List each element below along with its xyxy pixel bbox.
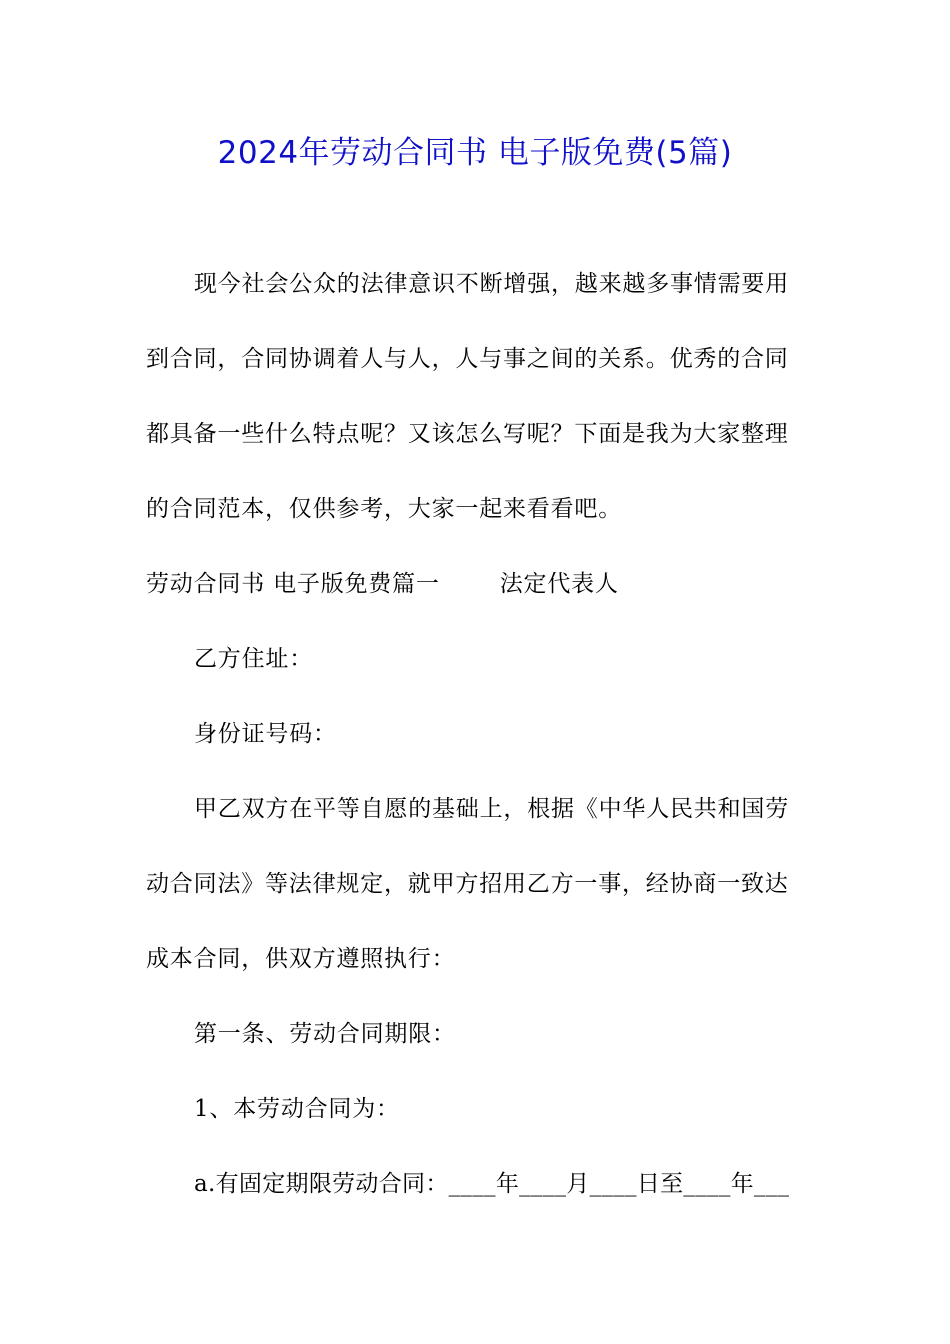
document-title: 2024年劳动合同书 电子版免费(5篇) (217, 135, 733, 171)
section-heading-title: 劳动合同书 电子版免费篇一 (146, 571, 440, 597)
section-heading (146, 564, 806, 604)
basis-line-1: 甲乙双方在平等自愿的基础上，根据《中华人民共和国劳 (194, 796, 789, 822)
id-number-label: 身份证号码： (194, 721, 337, 747)
basis-line-3: 成本合同，供双方遵照执行： (146, 946, 456, 972)
intro-line-3: 都具备一些什么特点呢？又该怎么写呢？下面是我为大家整理 (146, 421, 789, 447)
basis-line-2: 动合同法》等法律规定，就甲方招用乙方一事，经协商一致达 (146, 871, 789, 897)
clause-a-fixed-term: a.有固定期限劳动合同：____年____月____日至____年___ (194, 1171, 790, 1197)
article-1-heading: 第一条、劳动合同期限： (194, 1021, 456, 1047)
party-b-address: 乙方住址： (194, 646, 313, 672)
legal-representative-label: 法定代表人 (499, 571, 619, 597)
intro-line-2: 到合同，合同协调着人与人，人与事之间的关系。优秀的合同 (146, 346, 789, 372)
intro-line-4: 的合同范本，仅供参考，大家一起来看看吧。 (146, 496, 622, 522)
clause-1: 1、本劳动合同为： (194, 1096, 400, 1122)
intro-line-1: 现今社会公众的法律意识不断增强，越来越多事情需要用 (194, 271, 789, 297)
